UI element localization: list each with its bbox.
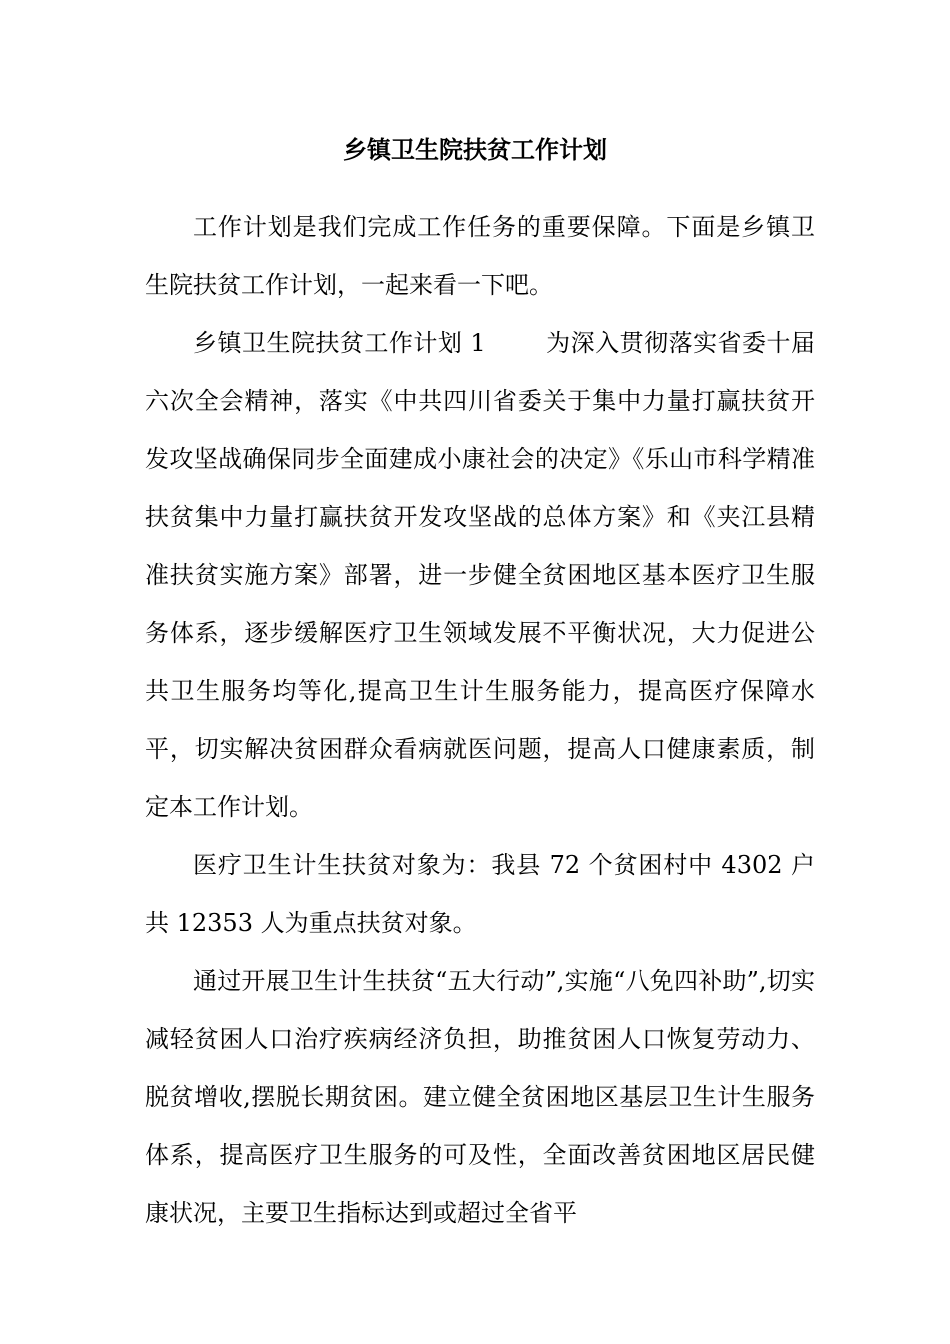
target-paragraph: 医疗卫生计生扶贫对象为：我县 72 个贫困村中 4302 户共 12353 人为重点扶贫对象。	[145, 851, 815, 937]
intro-paragraph: 工作计划是我们完成工作任务的重要保障。下面是乡镇卫生院扶贫工作计划，一起来看一下吧。	[145, 213, 815, 299]
plan-paragraph	[145, 314, 815, 836]
document-title: 乡镇卫生院扶贫工作计划	[343, 136, 607, 164]
section-heading: 乡镇卫生院扶贫工作计划 1	[193, 329, 486, 357]
action-paragraph: 通过开展卫生计生扶贫“五大行动”,实施“八免四补助”,切实减轻贫困人口治疗疾病经济负担，助推贫困人口恢复劳动力、脱贫增收,摆脱长期贫困。建立健全贫困地区基层卫生计生服务体系，提高医疗卫生服务的可及性，全面改善贫困地区居民健康状况，主要卫生指标达到或超过全省平	[145, 967, 815, 1227]
document-body	[145, 198, 815, 1242]
plan-paragraph-text: 为深入贯彻落实省委十届六次全会精神，落实《中共四川省委关于集中力量打赢扶贫开发攻坚战确保同步全面建成小康社会的决定》《乐山市科学精准扶贫集中力量打赢扶贫开发攻坚战的总体方案》和《夹江县精准扶贫实施方案》部署，进一步健全贫困地区基本医疗卫生服务体系，逐步缓解医疗卫生领域发展不平衡状况，大力促进公共卫生服务均等化,提高卫生计生服务能力，提高医疗保障水平，切实解决贫困群众看病就医问题，提高人口健康素质，制定本工作计划。	[145, 329, 815, 821]
